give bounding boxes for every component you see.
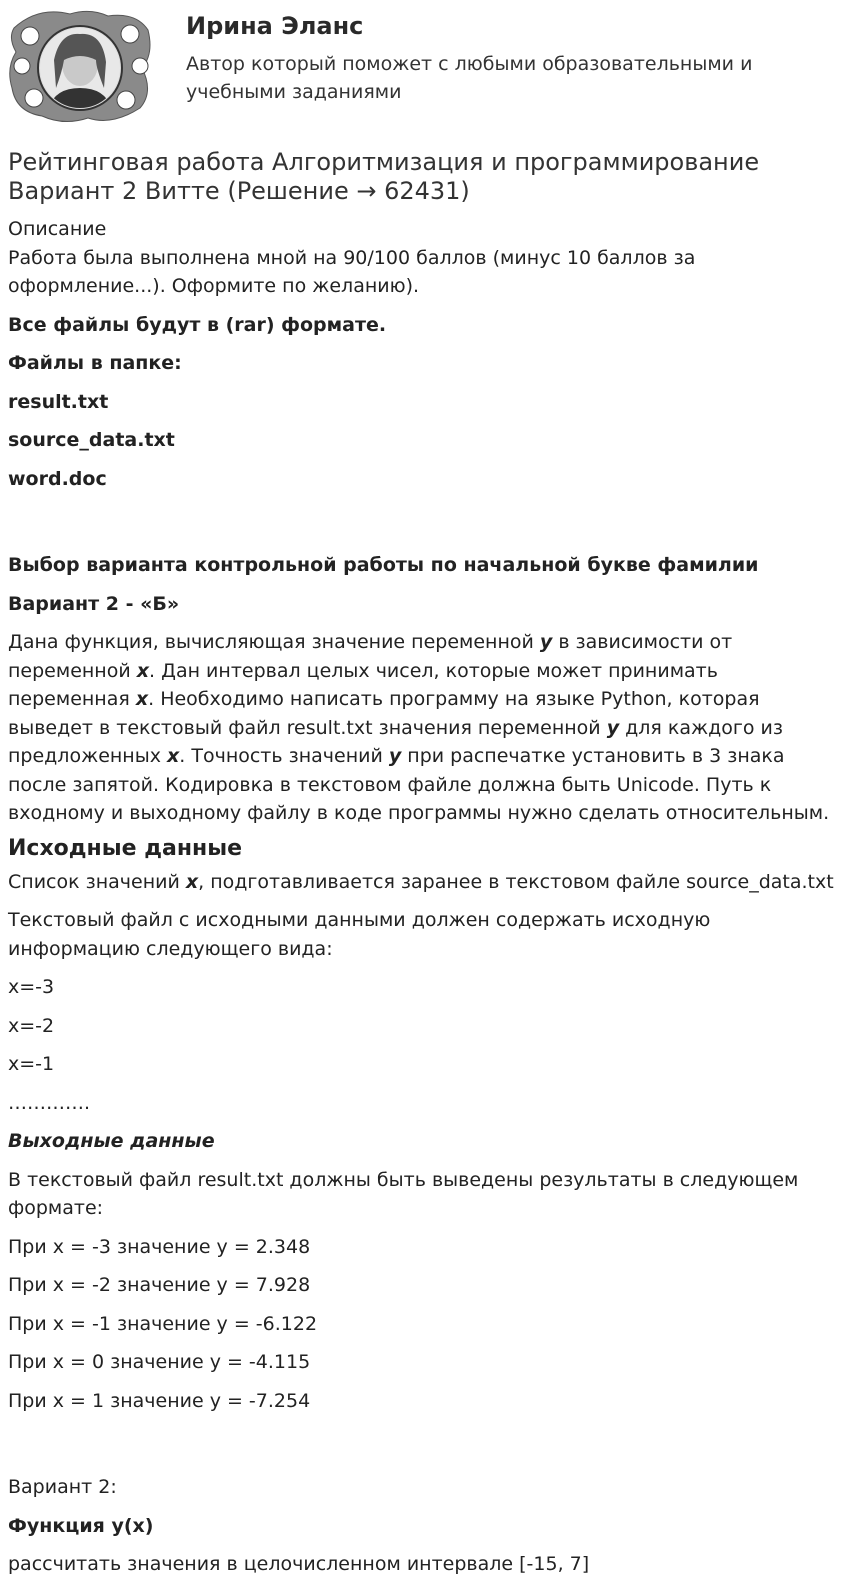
avatar-film-frame xyxy=(8,8,154,126)
author-name: Ирина Эланс xyxy=(186,12,364,40)
output-data-heading: Выходные данные xyxy=(8,1130,215,1152)
input-example-line: x=-1 xyxy=(8,1053,55,1075)
input-example-ellipsis: …………. xyxy=(8,1091,91,1114)
output-example-line: При x = 1 значение y = -7.254 xyxy=(8,1389,311,1412)
output-example-line: При x = -1 значение y = -6.122 xyxy=(8,1312,318,1335)
description-text: Работа была выполнена мной на 90/100 баллов (минус 10 баллов за оформление...). Оформите по желанию). xyxy=(8,246,696,297)
variant-choice-heading: Выбор варианта контрольной работы по начальной букве фамилии xyxy=(8,554,759,576)
input-format-desc: Текстовый файл с исходными данными должен содержать исходную информацию следующего вида: xyxy=(8,909,711,960)
main-content xyxy=(8,148,844,1579)
file-item-word: word.doc xyxy=(8,467,107,490)
author-description: Автор который поможет с любыми образовательными и учебными заданиями xyxy=(186,53,753,103)
input-example-line: x=-2 xyxy=(8,1014,55,1037)
author-avatar xyxy=(8,8,154,126)
input-list-note: Список значений x, подготавливается заранее в текстовом файле source_data.txt xyxy=(8,870,834,893)
input-example-line: x=-3 xyxy=(8,976,55,998)
function-label: Функция y(x) xyxy=(8,1514,154,1537)
file-item-result: result.txt xyxy=(8,390,109,413)
file-item-source: source_data.txt xyxy=(8,429,175,451)
variant-label: Вариант 2 - «Б» xyxy=(8,592,180,615)
description-label: Описание xyxy=(8,218,107,240)
input-data-heading: Исходные данные xyxy=(8,835,243,861)
output-example-line: При x = -2 значение y = 7.928 xyxy=(8,1274,311,1296)
output-example-line: При x = -3 значение y = 2.348 xyxy=(8,1235,311,1258)
task-paragraph: Дана функция, вычисляющая значение переменной y в зависимости от переменной x. Дан интервал целых чисел, которые может принимать переменная x. Необходимо написать программу на языке Python, которая выведет в текстовый файл result.txt значения переменной y для каждого из предложенных x. Точность значений y при распечатке установить в 3 знака после запятой. Кодировка в текстовом файле должна быть Unicode. Путь к входному и выходному файлу в коде программы нужно сделать относительным. xyxy=(8,631,830,824)
variant2-label: Вариант 2: xyxy=(8,1476,117,1498)
output-format-desc: В текстовый файл result.txt должны быть выведены результаты в следующем формате: xyxy=(8,1168,799,1219)
files-header: Файлы в папке: xyxy=(8,352,182,374)
interval-text: рассчитать значения в целочисленном интервале [-15, 7] xyxy=(8,1553,590,1575)
page-title: Рейтинговая работа Алгоритмизация и программирование Вариант 2 Витте (Решение → 62431) xyxy=(8,148,760,205)
files-format-note: Все файлы будут в (rar) формате. xyxy=(8,313,387,336)
output-example-line: При x = 0 значение y = -4.115 xyxy=(8,1351,311,1373)
